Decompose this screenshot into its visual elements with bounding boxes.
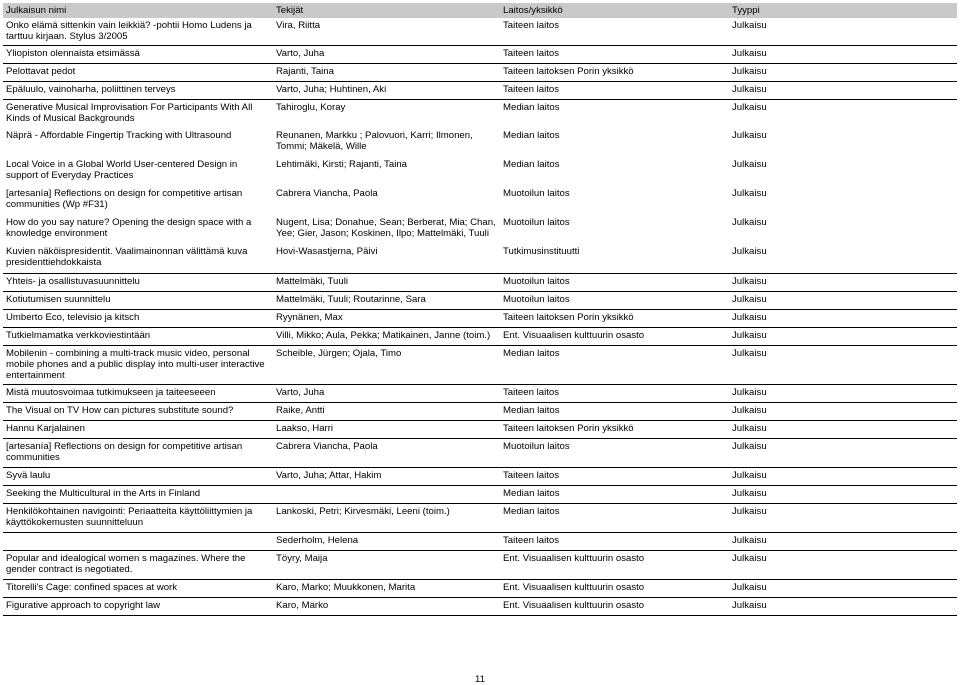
header-row [3,3,957,18]
cell-title: How do you say nature? Opening the design space with a knowledge environment [6,217,252,239]
cell-authors: Karo, Marko [273,597,500,615]
cell-authors: Rajanti, Taina [273,63,500,81]
cell-title: Henkilökohtainen navigointi: Periaatteita käyttöliittymien ja käyttökokemusten suunnitteluun [3,503,273,532]
table-row [3,309,957,327]
cell-unit: Median laitos [500,485,729,503]
cell-type: Julkaisu [732,188,767,199]
cell-unit: Taiteen laitos [500,532,729,550]
cell-title: Kuvien näköispresidentit. Vaalimainonnan välittämä kuva presidenttiehdokkaista [3,244,273,273]
cell-title: Mobilenin - combining a multi-track music video, personal mobile phones and a public display into multi-user interactive entertainment [3,345,273,384]
cell-type: Julkaisu [729,532,957,550]
cell-unit: Taiteen laitos [500,467,729,485]
table-row [3,597,957,615]
cell-type: Julkaisu [729,309,957,327]
cell-title: Umberto Eco, televisio ja kitsch [3,309,273,327]
table-row [3,438,957,467]
cell-authors: Raike, Antti [273,402,500,420]
cell-unit: Median laitos [500,345,729,384]
cell-unit: Muotoilun laitos [500,438,729,467]
cell-unit: Median laitos [503,159,560,170]
cell-unit: Median laitos [503,130,560,141]
cell-title: [artesanía] Reflections on design for competitive artisan communities [3,438,273,467]
table-row [3,215,957,244]
header-authors: Tekijät [273,3,500,18]
cell-type: Julkaisu [729,327,957,345]
cell-authors: Villi, Mikko; Aula, Pekka; Matikainen, Janne (toim.) [273,327,500,345]
cell-authors: Varto, Juha [273,384,500,402]
cell-title: Onko elämä sittenkin vain leikkiä? -pohtii Homo Ludens ja tarttuu kirjaan. Stylus 3/2005 [3,18,273,45]
table-row [3,550,957,579]
cell-title: Popular and idealogical women s magazines. Where the gender contract is negotiated. [3,550,273,579]
cell-authors: Mattelmäki, Tuuli; Routarinne, Sara [273,291,500,309]
cell-unit: Tutkimusinstituutti [500,244,729,273]
cell-authors: Lehtimäki, Kirsti; Rajanti, Taina [276,159,407,170]
cell-authors: Nugent, Lisa; Donahue, Sean; Berberat, Mia; Chan, Yee; Gier, Jason; Koskinen, Ilpo; Mattelmäki, Tuuli [276,217,496,239]
cell-type: Julkaisu [729,402,957,420]
table-row [3,99,957,128]
table-row [3,532,957,550]
cell-type: Julkaisu [732,217,767,228]
cell-authors: Varto, Juha; Attar, Hakim [273,467,500,485]
cell-type: Julkaisu [729,291,957,309]
cell-title: Syvä laulu [3,467,273,485]
table-row [3,81,957,99]
cell-unit: Muotoilun laitos [503,217,570,228]
cell-title: Yliopiston olennaista etsimässä [3,45,273,63]
table-row [3,327,957,345]
cell-authors: Cabrera Viancha, Paola [273,438,500,467]
cell-title [3,532,273,550]
cell-type: Julkaisu [729,503,957,532]
cell-type: Julkaisu [729,345,957,384]
table-row [3,402,957,420]
cell-unit: Taiteen laitoksen Porin yksikkö [500,63,729,81]
cell-title: Figurative approach to copyright law [3,597,273,615]
cell-unit: Ent. Visuaalisen kulttuurin osasto [500,579,729,597]
header-title: Julkaisun nimi [3,3,273,18]
table-row [3,273,957,291]
cell-title: Hannu Karjalainen [3,420,273,438]
cell-title: Seeking the Multicultural in the Arts in Finland [3,485,273,503]
cell-authors: Varto, Juha [273,45,500,63]
cell-unit: Taiteen laitos [500,81,729,99]
cell-title: Pelottavat pedot [3,63,273,81]
cell-type: Julkaisu [732,101,767,113]
table-row [3,63,957,81]
cell-type: Julkaisu [732,159,767,170]
table-row [3,18,957,45]
cell-title: Local Voice in a Global World User-centered Design in support of Everyday Practices [6,159,238,181]
cell-unit: Muotoilun laitos [500,291,729,309]
table-row [3,157,957,186]
cell-authors: Töyry, Maija [273,550,500,579]
cell-title: Generative Musical Improvisation For Participants With All Kinds of Musical Backgrounds [6,101,253,124]
cell-type: Julkaisu [729,597,957,615]
cell-unit: Median laitos [503,101,560,113]
cell-title: Titorelli's Cage: confined spaces at work [3,579,273,597]
cell-title: [artesanía] Reflections on design for competitive artisan communities (Wp #F31) [6,188,243,210]
cell-unit: Taiteen laitos [500,384,729,402]
cell-authors: Mattelmäki, Tuuli [273,273,500,291]
publications-table [3,3,957,616]
cell-type: Julkaisu [729,420,957,438]
cell-type: Julkaisu [729,18,957,45]
table-row [3,503,957,532]
cell-type: Julkaisu [729,485,957,503]
table-row [3,467,957,485]
table-row [3,420,957,438]
cell-type: Julkaisu [729,81,957,99]
cell-authors: Sederholm, Helena [273,532,500,550]
table-row [3,128,957,157]
cell-authors: Hovi-Wasastjerna, Päivi [273,244,500,273]
cell-type: Julkaisu [729,438,957,467]
header-unit: Laitos/yksikkö [500,3,729,18]
cell-type: Julkaisu [729,63,957,81]
cell-authors: Karo, Marko; Muukkonen, Marita [273,579,500,597]
cell-unit: Muotoilun laitos [503,188,570,199]
cell-type: Julkaisu [729,273,957,291]
cell-unit: Median laitos [500,503,729,532]
table-row [3,244,957,273]
cell-authors: Reunanen, Markku ; Palovuori, Karri; Ilmonen, Tommi; Mäkelä, Wille [276,130,473,152]
cell-authors: Varto, Juha; Huhtinen, Aki [273,81,500,99]
cell-type: Julkaisu [729,45,957,63]
table-row [3,345,957,384]
cell-title: Epäluulo, vainoharha, poliittinen terveys [3,81,273,99]
cell-authors: Cabrera Viancha, Paola [276,188,378,199]
cell-unit: Ent. Visuaalisen kulttuurin osasto [500,327,729,345]
cell-title: Tutkielmamatka verkkoviestintään [3,327,273,345]
table-row [3,485,957,503]
cell-title: The Visual on TV How can pictures substitute sound? [3,402,273,420]
table-row [3,186,957,215]
table-row [3,291,957,309]
cell-authors: Laakso, Harri [273,420,500,438]
cell-title: Yhteis- ja osallistuvasuunnittelu [3,273,273,291]
cell-authors: Lankoski, Petri; Kirvesmäki, Leeni (toim.) [273,503,500,532]
table-row [3,45,957,63]
cell-type: Julkaisu [729,244,957,273]
cell-type: Julkaisu [729,467,957,485]
cell-title: Kotiutumisen suunnittelu [3,291,273,309]
cell-unit: Muotoilun laitos [500,273,729,291]
cell-type: Julkaisu [732,130,767,141]
cell-unit: Taiteen laitoksen Porin yksikkö [500,309,729,327]
cell-unit: Taiteen laitos [500,18,729,45]
cell-title: Näprä - Affordable Fingertip Tracking with Ultrasound [6,130,232,141]
cell-type: Julkaisu [729,384,957,402]
cell-authors [273,485,500,503]
cell-unit: Ent. Visuaalisen kulttuurin osasto [500,597,729,615]
header-type: Tyyppi [729,3,957,18]
table-row [3,579,957,597]
cell-title: Mistä muutosvoimaa tutkimukseen ja taiteeseeen [3,384,273,402]
page-number: 11 [475,674,485,685]
cell-unit: Median laitos [500,402,729,420]
cell-authors: Ryynänen, Max [273,309,500,327]
cell-unit: Ent. Visuaalisen kulttuurin osasto [500,550,729,579]
cell-unit: Taiteen laitos [500,45,729,63]
cell-type: Julkaisu [729,579,957,597]
cell-authors: Scheible, Jürgen; Ojala, Timo [273,345,500,384]
cell-authors: Vira, Riitta [273,18,500,45]
table-row [3,384,957,402]
cell-unit: Taiteen laitoksen Porin yksikkö [500,420,729,438]
cell-type: Julkaisu [729,550,957,579]
cell-authors: Tahiroglu, Koray [276,101,346,113]
